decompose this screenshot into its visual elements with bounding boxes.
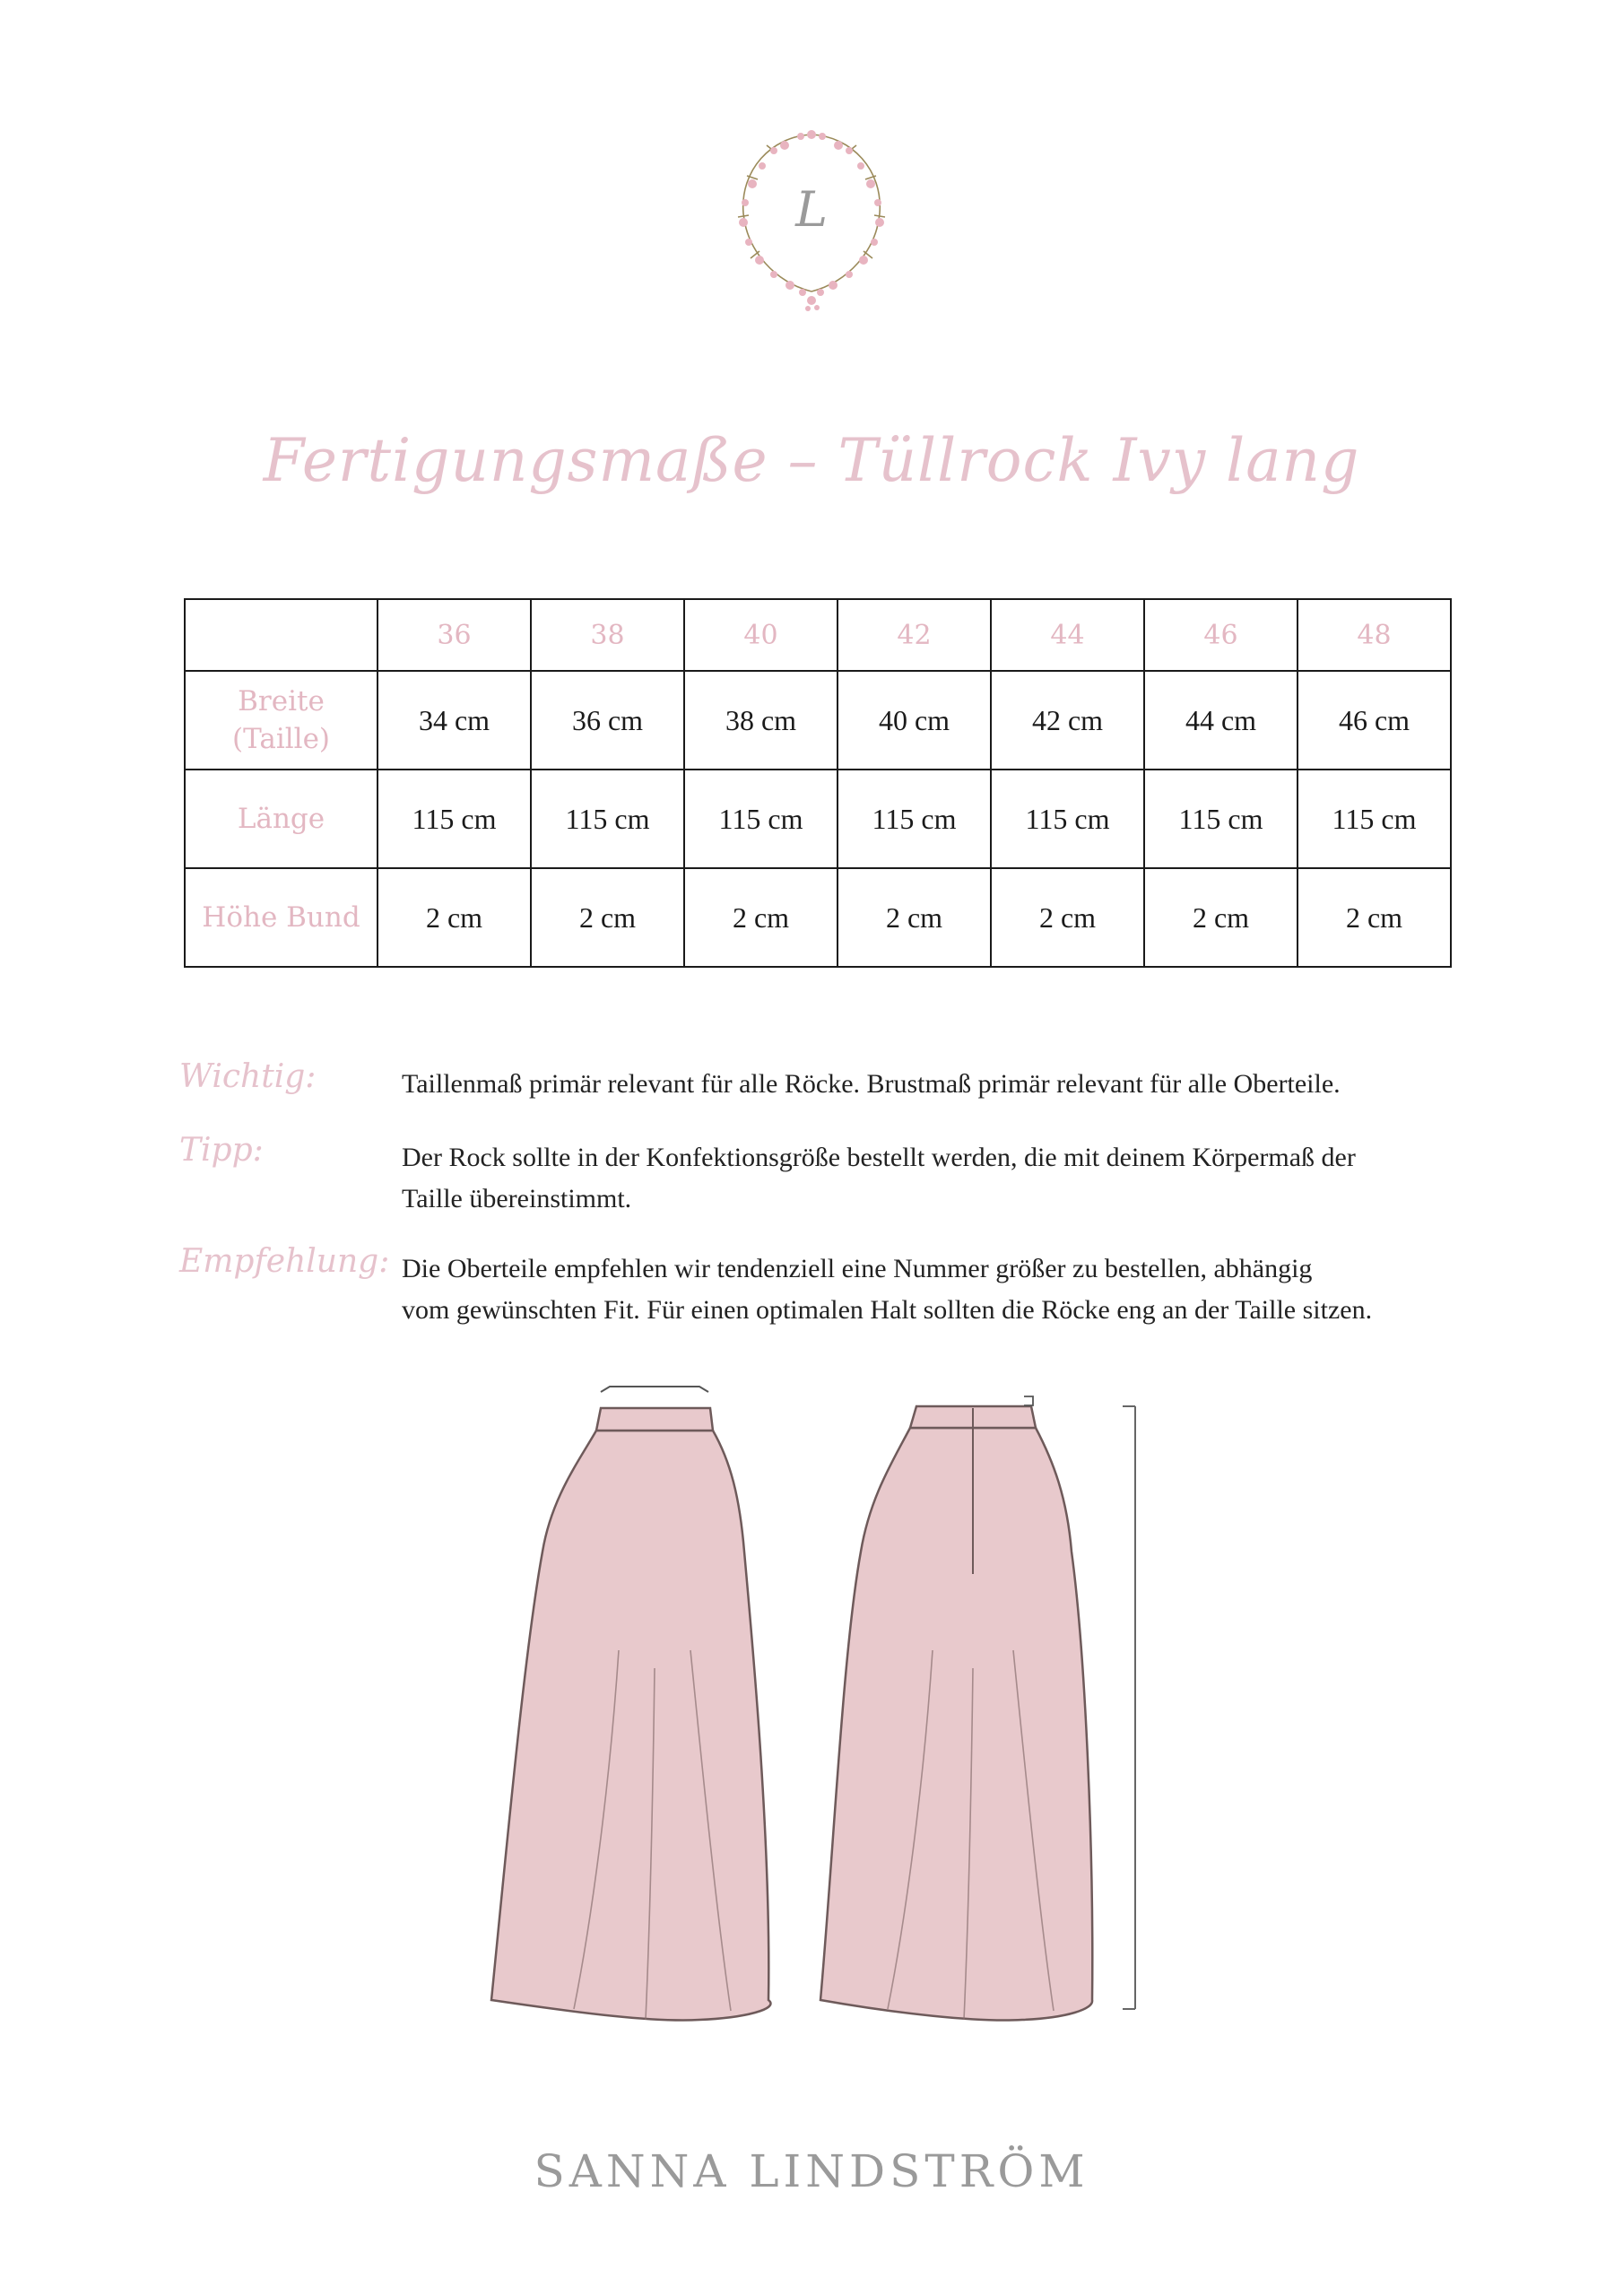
size-header-48: 48 bbox=[1298, 599, 1451, 671]
length-measure-line bbox=[1123, 1406, 1135, 2009]
note-important-text bbox=[402, 1064, 1478, 1105]
note-tip-line1: Der Rock sollte in der Konfektionsgröße bestellt werden, die mit deinem Körpermaß der bbox=[402, 1143, 1356, 1172]
logo-monogram: L bbox=[795, 181, 828, 238]
table-cell: 115 cm bbox=[991, 770, 1144, 868]
table-cell: 44 cm bbox=[1144, 671, 1298, 770]
row-label-width-line1: Breite bbox=[238, 685, 325, 718]
floral-wreath-icon bbox=[722, 117, 901, 314]
waist-measure-mark bbox=[601, 1387, 708, 1392]
table-cell: 46 cm bbox=[1298, 671, 1451, 770]
table-cell: 40 cm bbox=[838, 671, 991, 770]
row-label-waistband: Höhe Bund bbox=[185, 868, 378, 967]
note-important-label: Wichtig: bbox=[179, 1058, 317, 1095]
size-header-40: 40 bbox=[684, 599, 838, 671]
size-header-46: 46 bbox=[1144, 599, 1298, 671]
table-cell: 2 cm bbox=[1144, 868, 1298, 967]
skirt-back-view bbox=[820, 1396, 1092, 2021]
note-recommendation-label: Empfehlung: bbox=[179, 1243, 390, 1280]
table-cell: 2 cm bbox=[1298, 868, 1451, 967]
waistband-front bbox=[596, 1408, 713, 1431]
skirt-front-view bbox=[491, 1387, 770, 2021]
note-tip-text bbox=[402, 1137, 1478, 1220]
note-tip-label: Tipp: bbox=[179, 1132, 264, 1169]
note-important-line1: Taillenmaß primär relevant für alle Röcke. Brustmaß primär relevant für alle Oberteile. bbox=[402, 1069, 1341, 1099]
size-header-42: 42 bbox=[838, 599, 991, 671]
size-header-36: 36 bbox=[378, 599, 531, 671]
table-header-row bbox=[185, 599, 1451, 671]
table-row-length bbox=[185, 770, 1451, 868]
brand-logo bbox=[722, 117, 901, 314]
size-chart-table bbox=[184, 598, 1452, 968]
table-cell: 115 cm bbox=[378, 770, 531, 868]
table-cell: 2 cm bbox=[838, 868, 991, 967]
table-cell: 34 cm bbox=[378, 671, 531, 770]
table-cell: 2 cm bbox=[531, 868, 684, 967]
table-cell: 2 cm bbox=[684, 868, 838, 967]
skirt-illustration bbox=[475, 1381, 1157, 2036]
row-label-width-line2: (Taille) bbox=[231, 723, 331, 755]
table-row-waistband bbox=[185, 868, 1451, 967]
table-cell: 115 cm bbox=[838, 770, 991, 868]
size-header-38: 38 bbox=[531, 599, 684, 671]
table-cell: 38 cm bbox=[684, 671, 838, 770]
row-label-length: Länge bbox=[185, 770, 378, 868]
note-recommendation-text bbox=[402, 1248, 1478, 1331]
row-label-width bbox=[185, 671, 378, 770]
table-cell: 115 cm bbox=[1298, 770, 1451, 868]
table-row-width bbox=[185, 671, 1451, 770]
table-cell: 36 cm bbox=[531, 671, 684, 770]
size-header-44: 44 bbox=[991, 599, 1144, 671]
brand-name: SANNA LINDSTRÖM bbox=[534, 2145, 1089, 2197]
table-cell: 115 cm bbox=[1144, 770, 1298, 868]
waistband-height-mark bbox=[1024, 1396, 1033, 1405]
note-tip-line2: Taille übereinstimmt. bbox=[402, 1184, 632, 1213]
note-recommendation-line2: vom gewünschten Fit. Für einen optimalen Halt sollten die Röcke eng an der Taille sitzen. bbox=[402, 1295, 1373, 1325]
table-cell: 2 cm bbox=[991, 868, 1144, 967]
note-recommendation-line1: Die Oberteile empfehlen wir tendenziell eine Nummer größer zu bestellen, abhängig bbox=[402, 1254, 1313, 1283]
table-cell: 115 cm bbox=[531, 770, 684, 868]
page-title: Fertigungsmaße – Tüllrock Ivy lang bbox=[263, 426, 1360, 495]
table-cell: 2 cm bbox=[378, 868, 531, 967]
table-cell: 42 cm bbox=[991, 671, 1144, 770]
table-cell: 115 cm bbox=[684, 770, 838, 868]
table-corner-cell bbox=[185, 599, 378, 671]
